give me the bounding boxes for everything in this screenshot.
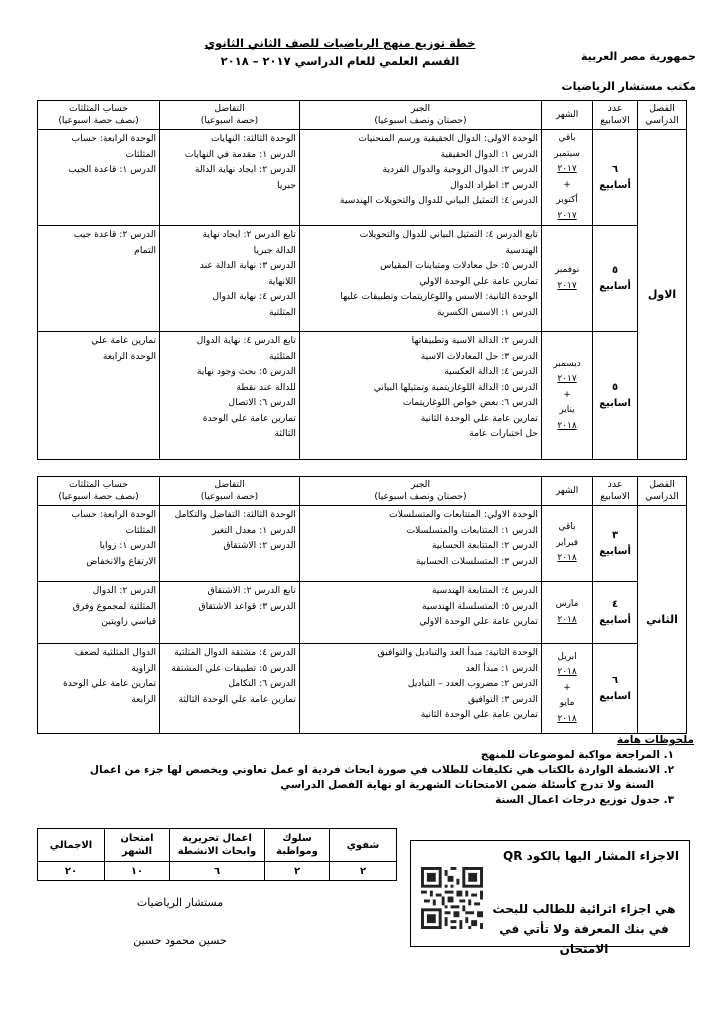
table-row [38, 226, 687, 332]
table-row [38, 506, 687, 582]
col-month-header: الشهر [541, 101, 592, 130]
signature-name: حسين محمود حسين [133, 934, 227, 947]
topic-line: التمام [134, 244, 157, 256]
trig-cell [38, 130, 160, 226]
month-text: مايو [559, 698, 575, 709]
topic-line: حل اختبارات عامة [469, 428, 538, 439]
topic-line: الدرس ٥: بحث وجود نهاية [196, 366, 296, 377]
topic-line: تمارين عامة علي الوحدة [62, 678, 157, 689]
month-text: ابريل [557, 651, 577, 662]
col-trig-header [38, 477, 160, 506]
topic-line: الوحدة الثانية: مبدأ العد والتباديل والتوافيق [377, 647, 538, 658]
col-algebra-header [299, 477, 541, 506]
grade-header-monthly-exam: امتحان الشهر [105, 829, 170, 862]
calculus-header-label: التفاضل [214, 103, 245, 114]
algebra-header-note: (حصتان ونصف اسبوعيا) [374, 491, 467, 502]
grade-value-monthly-exam: ١٠ [105, 862, 170, 881]
table-row [38, 332, 687, 460]
topic-line: تابع الدرس ٤: التمثيل البياني للدوال والتحويلات [359, 229, 538, 240]
algebra-cell [299, 130, 541, 226]
topic-line: تابع الدرس ٢: الاشتقاق [207, 585, 296, 596]
weeks-text: ٥ [611, 265, 619, 276]
term2-table [37, 476, 687, 734]
table-row [38, 644, 687, 734]
col-algebra-header [299, 101, 541, 130]
topic-line: الدرس ٢: المتتابعة الحسابية [431, 540, 538, 551]
topic-line: المثلثية [268, 306, 296, 318]
grade-header-written: اعمال تحريرية وابحاث الانشطة [170, 829, 265, 862]
topic-line: المثلثات [125, 148, 157, 160]
grade-header-behavior: سلوك ومواظبة [265, 829, 330, 862]
topic-line: الدرس ٢: الدوال الزوجية والدوال الفردية [382, 164, 538, 175]
topic-line: الدرس ١: الاسس الكسرية [436, 306, 538, 318]
month-text: باقي [558, 522, 576, 533]
topic-line: الدرس ١: زوايا [99, 540, 157, 551]
term2-header-row [38, 477, 687, 506]
term1-table [37, 100, 687, 460]
month-text: ٢٠١٨ [557, 614, 577, 625]
trig-header-note: (نصف حصة اسبوعيا) [58, 491, 139, 502]
term1-body [38, 130, 687, 460]
trig-cell [38, 506, 160, 582]
col-term-header: الفصل الدراسي [637, 101, 686, 130]
topic-line: الدرس ٤: التمثيل البياني للدوال والتحويلات الهندسية [339, 195, 538, 206]
topic-line: تمارين عامة علي الوحدة الاولي [419, 616, 538, 627]
topic-line: المثلثية لمجموع وفرق [72, 600, 157, 612]
country-name: جمهورية مصر العربية [581, 50, 696, 63]
topic-line: الدرس ٣: اطراد الدوال [449, 179, 538, 191]
weeks-text: أسابيع [599, 179, 631, 191]
topic-line: الدرس ٦: الاتصال [228, 397, 296, 408]
weeks-cell [593, 226, 638, 332]
trig-header-note: (نصف حصة اسبوعيا) [58, 115, 139, 126]
table-row [38, 130, 687, 226]
term-label: الاول [637, 130, 686, 460]
calculus-header-label: التفاضل [214, 479, 245, 490]
col-calculus-header [160, 101, 300, 130]
topic-line: تمارين عامة علي الوحدة الثالثة [178, 693, 296, 705]
topic-line: الهندسية [505, 244, 538, 256]
topic-line: الدرس ١: قاعدة الجيب [68, 164, 157, 175]
algebra-header-label: الجبر [410, 103, 431, 114]
col-weeks-header: عدد الاسابيع [593, 477, 638, 506]
topic-line: الدرس ٥: الدالة اللوغاريتمية وتمثيلها البياني [373, 381, 538, 393]
topic-line: الدرس ٢: قاعدة جيب [73, 229, 157, 240]
calculus-header-note: (حصة اسبوعيا) [200, 491, 259, 502]
topic-line: الدرس ١: مبدأ العد [465, 662, 538, 674]
weeks-text: ٥ [611, 382, 619, 393]
month-cell [541, 582, 592, 644]
month-cell [541, 644, 592, 734]
month-text: ٢٠١٧ [557, 164, 577, 174]
calculus-header-note: (حصة اسبوعيا) [200, 115, 259, 126]
month-text: + [563, 179, 571, 190]
topic-line: الدرس ٦: التكامل [228, 678, 296, 689]
month-text: ٢٠١٧ [557, 210, 577, 221]
topic-line: الوحدة الرابعة [102, 350, 157, 362]
topic-line: الدرس ٣: المتسلسلات الحسابية [415, 555, 538, 567]
notes-section [14, 733, 694, 808]
document-title: خطة توزيع منهج الرياضيات للصف الثاني الثانوي [204, 36, 476, 50]
document-subtitle: القسم العلمي للعام الدراسي ٢٠١٧ – ٢٠١٨ [220, 54, 460, 68]
topic-line: الدرس ٤: مشتقة الدوال المثلثية [174, 647, 296, 658]
note-item-3: ٣. جدول توزيع درجات اعمال السنة [495, 794, 674, 806]
topic-line: الدرس ٢: الدالة الاسية وتطبيقاتها [411, 335, 538, 346]
topic-line: الدرس ٣: نهاية الدالة عند [199, 260, 296, 271]
header-right-block [536, 42, 696, 102]
topic-line: الوحدة الثالثة: النهايات [210, 133, 296, 144]
algebra-cell [299, 582, 541, 644]
topic-line: الدرس ٣: حل المعادلات الاسية [420, 350, 538, 362]
weeks-cell [593, 582, 638, 644]
topic-line: الوحدة الاولي: المتتابعات والمتسلسلات [389, 509, 538, 520]
col-weeks-header: عدد الاسابيع [593, 101, 638, 130]
algebra-cell [299, 332, 541, 460]
topic-line: الدرس ٤: نهاية الدوال [212, 291, 296, 302]
month-text: + [563, 389, 571, 400]
qr-note-title: الاجزاء المشار اليها بالكود QR [503, 849, 679, 863]
calculus-cell [160, 644, 300, 734]
qr-note-desc: هي اجزاء اثرائية للطالب للبحث في بنك المعرفة ولا تأتي في الامتحان [492, 902, 676, 956]
trig-cell [38, 582, 160, 644]
topic-line: تمارين عامة علي [91, 335, 157, 346]
weeks-text: اسابيع [599, 690, 631, 702]
grades-header-row [38, 829, 397, 862]
topic-line: الدرس ١: معدل التغير [212, 524, 296, 536]
grade-value-total: ٢٠ [38, 862, 105, 881]
trig-header-label: حساب المثلثات [69, 103, 129, 114]
signature-role: مستشار الرياضيات [136, 896, 224, 909]
topic-line: الدرس ٦: بعض خواص اللوغاريتمات [402, 397, 538, 408]
calculus-cell [160, 226, 300, 332]
topic-line: الوحدة الاولى: الدوال الحقيقية ورسم المنحنيات [358, 133, 538, 144]
grade-value-oral: ٢ [330, 862, 397, 881]
topic-line: الوحدة الثانية: الاسس واللوغاريتمات وتطبيقات عليها [340, 291, 538, 302]
topic-line: الدرس ٢: مضروب العدد – التباديل [407, 678, 538, 689]
term2-body [38, 506, 687, 734]
topic-line: الدالة جبريا [253, 244, 296, 256]
topic-line: الوحدة الرابعة: حساب [71, 509, 157, 520]
table-row [38, 582, 687, 644]
topic-line: الدرس ٢: ايجاد نهاية الدالة [194, 164, 296, 175]
grades-table [37, 828, 397, 881]
algebra-cell [299, 644, 541, 734]
topic-line: تمارين عامة علي الوحدة الثانية [420, 709, 538, 720]
topic-line: الارتفاع والانخفاض [86, 555, 157, 567]
weeks-text: أسابيع [599, 280, 631, 292]
header-center-block [140, 34, 540, 70]
weeks-cell [593, 644, 638, 734]
weeks-text: اسابيع [599, 397, 631, 409]
topic-line: جبريا [277, 179, 296, 191]
month-text: ديسمبر [553, 358, 581, 369]
algebra-cell [299, 506, 541, 582]
topic-line: للدالة عند نقطة [236, 381, 296, 393]
weeks-cell [593, 506, 638, 582]
calculus-cell [160, 130, 300, 226]
term1-header-row [38, 101, 687, 130]
weeks-cell [593, 130, 638, 226]
month-text: مارس [555, 599, 579, 609]
month-text: ٢٠١٨ [557, 553, 577, 564]
col-month-header: الشهر [541, 477, 592, 506]
topic-line: المثلثات [125, 524, 157, 536]
note-item-2: ٢. الانشطة الواردة بالكتاب هي تكليفات للطلاب في صورة ابحاث فردية او عمل تعاوني ويخصص لها جزء من اعمال [89, 764, 674, 776]
month-text: نوفمبر [554, 265, 580, 275]
office-name: مكتب مستشار الرياضيات [561, 80, 696, 93]
col-term-header: الفصل الدراسي [637, 477, 686, 506]
topic-line: الزاوية [131, 662, 157, 674]
calculus-cell [160, 582, 300, 644]
topic-line: الدرس ٥: تطبيقات علي المشتقة [171, 662, 296, 674]
topic-line: الوحدة الرابعة: حساب [71, 133, 157, 144]
topic-line: تابع الدرس ٤: نهاية الدوال [196, 335, 296, 346]
trig-cell [38, 226, 160, 332]
grade-value-written: ٦ [170, 862, 265, 881]
trig-header-label: حساب المثلثات [69, 479, 129, 490]
grade-value-behavior: ٢ [265, 862, 330, 881]
topic-line: الدرس ٢: الدوال [92, 585, 157, 596]
month-text: ٢٠١٨ [557, 420, 577, 431]
grades-value-row [38, 862, 397, 881]
weeks-text: ٣ [611, 530, 619, 541]
note-item-1: ١. المراجعة مواكبة لموضوعات للمنهج [480, 749, 674, 761]
month-cell [541, 226, 592, 332]
trig-cell [38, 332, 160, 460]
topic-line: الدرس ٥: المتسلسلة الهندسية [421, 600, 538, 612]
topic-line: الدرس ٣: التوافيق [468, 693, 538, 705]
topic-line: اللانهاية [268, 275, 296, 287]
topic-line: تمارين عامة علي الوحدة [202, 412, 296, 424]
notes-title: ملحوظات هامة [616, 734, 694, 746]
note-item-2-cont: السنة ولا تدرج كأسئلة ضمن الامتحانات الشهرية او نهاية الفصل الدراسي [280, 779, 654, 791]
month-text: ٢٠١٧ [557, 374, 577, 385]
weeks-text: ٦ [611, 675, 619, 686]
col-trig-header [38, 101, 160, 130]
weeks-text: ٤ [611, 599, 619, 610]
month-text: + [563, 682, 571, 693]
month-text: فبراير [556, 537, 579, 548]
month-cell [541, 130, 592, 226]
algebra-header-note: (حصتان ونصف اسبوعيا) [374, 115, 467, 126]
topic-line: الثالثة [274, 428, 296, 439]
topic-line: الدرس ٣: قواعد الاشتقاق [198, 600, 296, 612]
algebra-cell [299, 226, 541, 332]
col-calculus-header [160, 477, 300, 506]
qr-code-icon [421, 867, 483, 929]
month-cell [541, 332, 592, 460]
calculus-cell [160, 506, 300, 582]
grade-header-total: الاجمالي [38, 829, 105, 862]
topic-line: تمارين عامة علي الوحدة الثانية [420, 412, 538, 424]
topic-line: الوحدة الثالثة: التفاضل والتكامل [174, 509, 296, 520]
month-text: سبتمبر [554, 148, 580, 159]
month-text: يناير [559, 405, 575, 416]
grade-header-oral: شفوي [330, 829, 397, 862]
weeks-text: أسابيع [599, 614, 631, 626]
weeks-text: أسابيع [599, 545, 631, 557]
topic-line: تمارين عامة علي الوحدة الاولي [419, 275, 538, 287]
trig-cell [38, 644, 160, 734]
calculus-cell [160, 332, 300, 460]
topic-line: الدرس ٢: الاشتقاق [223, 540, 296, 551]
month-cell [541, 506, 592, 582]
month-text: أكتوبر [556, 195, 578, 205]
term-label: الثاني [637, 506, 686, 734]
month-text: ٢٠١٨ [557, 713, 577, 724]
month-text: ٢٠١٨ [557, 667, 577, 678]
topic-line: الدرس ١: الدوال الحقيقية [440, 148, 538, 160]
topic-line: الدرس ٤: المتتابعة الهندسية [431, 585, 538, 596]
weeks-cell [593, 332, 638, 460]
topic-line: قياسي زاويتين [101, 616, 157, 627]
algebra-header-label: الجبر [410, 479, 431, 490]
topic-line: الدرس ١: المتتابعات والمتسلسلات [406, 524, 538, 536]
weeks-text: ٦ [611, 164, 619, 175]
month-text: ٢٠١٧ [557, 280, 577, 291]
topic-line: الرابعة [131, 693, 157, 705]
qr-note-box [410, 840, 690, 956]
month-text: باقي [558, 133, 576, 143]
topic-line: الدوال المثلثية لضعف [74, 647, 157, 658]
topic-line: المثلثية [268, 350, 296, 362]
topic-line: الدرس ٥: حل معادلات ومتباينات المقياس [380, 260, 538, 271]
topic-line: الدرس ١: مقدمة في النهايات [184, 148, 296, 160]
topic-line: الدرس ٤: الدالة العكسية [444, 366, 538, 377]
topic-line: تابع الدرس ٢: ايجاد نهاية [202, 229, 296, 240]
